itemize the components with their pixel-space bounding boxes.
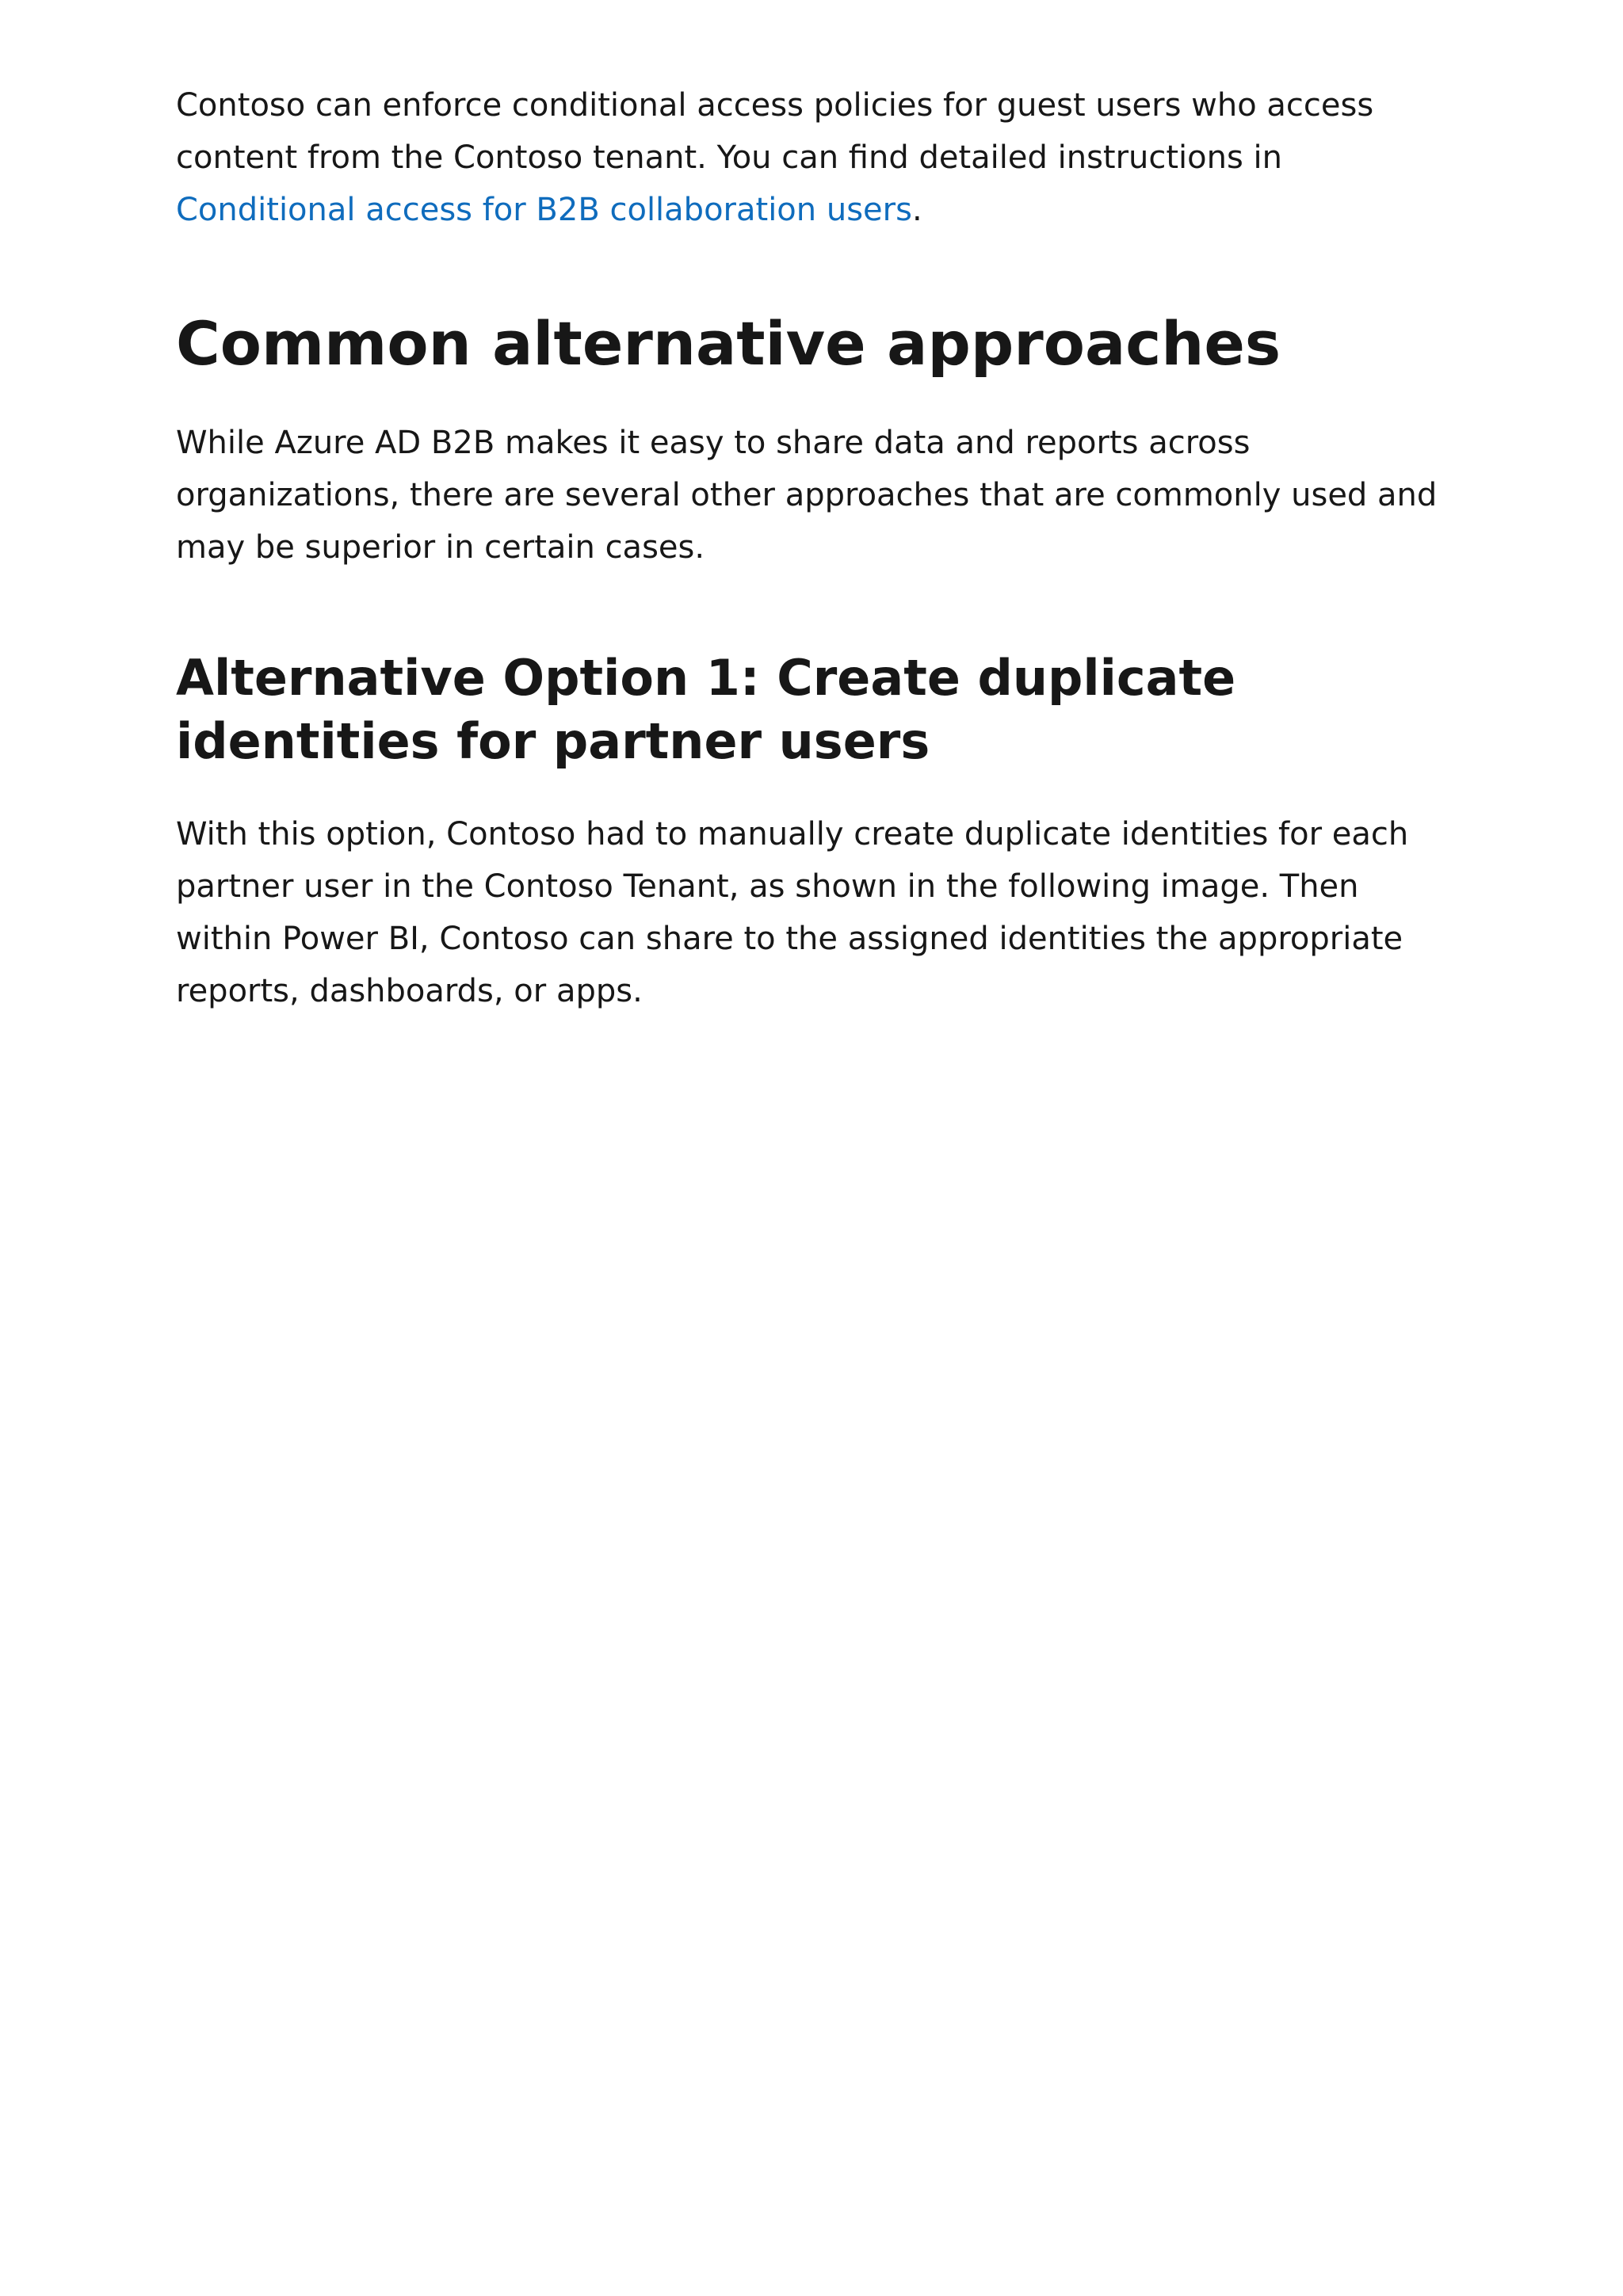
document-page	[176, 79, 1460, 1017]
intro-text: Contoso can enforce conditional access policies for guest users who access content from the Contoso tenant. You can find detailed instructions in	[176, 87, 1374, 176]
section-title: Common alternative approaches	[176, 308, 1281, 379]
subsection-title: Alternative Option 1: Create duplicate identities for partner users	[176, 649, 1236, 770]
intro-period: .	[911, 192, 922, 228]
conditional-access-link[interactable]: Conditional access for B2B collaboration users	[176, 192, 912, 228]
intro-paragraph	[176, 79, 1460, 236]
subsection-paragraph: With this option, Contoso had to manually create duplicate identities for each partner user in the Contoso Tenant, as shown in the following image. Then within Power BI, Contoso can share to the assigned identities the appropriate reports, dashboards, or apps.	[176, 816, 1409, 1009]
section-paragraph: While Azure AD B2B makes it easy to share data and reports across organizations, there are several other approaches that are commonly used and may be superior in certain cases.	[176, 425, 1438, 566]
